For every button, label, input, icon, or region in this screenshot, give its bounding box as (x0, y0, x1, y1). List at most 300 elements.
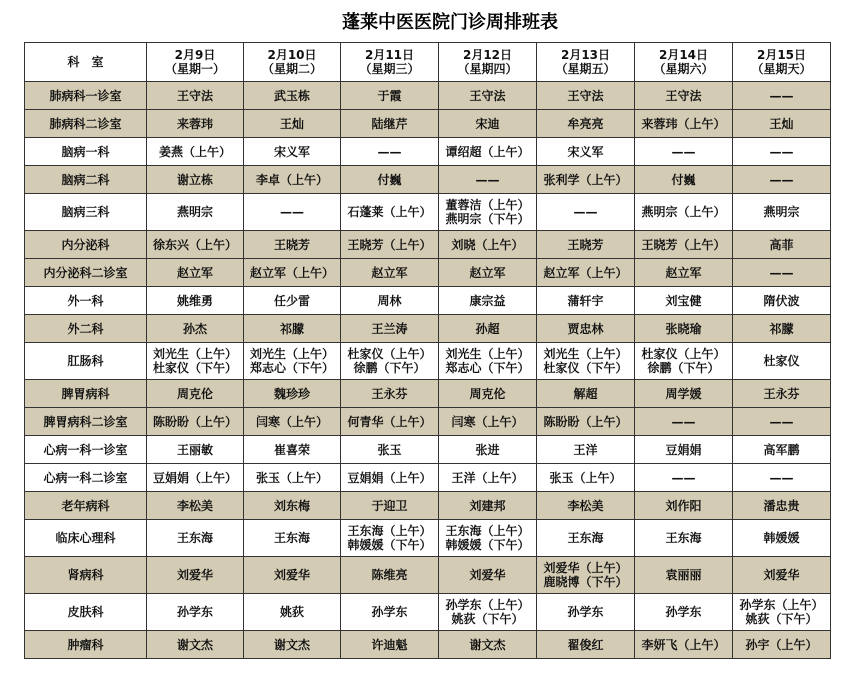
table-row (25, 408, 831, 436)
schedule-cell (341, 110, 439, 138)
doctor-entry: 高菲 (769, 237, 794, 252)
doctor-entry: 孙学东 (371, 605, 408, 619)
schedule-cell (341, 492, 439, 520)
doctor-entry: 刘光生（上午） (445, 347, 530, 361)
dept-cell: 心病一科二诊室 (25, 464, 147, 492)
schedule-cell (635, 631, 733, 659)
schedule-table (24, 42, 831, 659)
doctor-entry: 燕明宗 (763, 205, 800, 219)
doctor-entry: 孙学东（上午） (739, 598, 824, 612)
doctor-entry: 隋伏波 (763, 293, 800, 308)
dept-cell: 脑病三科 (25, 194, 147, 231)
schedule-cell (733, 380, 831, 408)
doctor-entry: 刘爱华 (763, 568, 800, 582)
doctor-entry: 牟亮亮 (567, 116, 604, 131)
table-row (25, 287, 831, 315)
table-row (25, 343, 831, 380)
doctor-entry: 韩媛媛（下午） (445, 538, 530, 552)
doctor-entry: 郑志心（下午） (445, 361, 530, 375)
doctor-entry: 王守法 (469, 88, 506, 103)
doctor-entry: —— (769, 88, 794, 103)
schedule-cell (244, 631, 341, 659)
doctor-entry: 徐东兴（上午） (152, 237, 237, 252)
doctor-entry: 豆娟娟（上午） (347, 470, 432, 485)
doctor-entry: 孙学东 (176, 605, 213, 619)
doctor-entry: 高军鹏 (763, 442, 800, 457)
doctor-entry: 姚荻（下午） (745, 612, 818, 626)
schedule-cell (439, 557, 537, 594)
schedule-cell (244, 138, 341, 166)
schedule-cell (635, 464, 733, 492)
schedule-cell (147, 166, 244, 194)
doctor-entry: 王兰涛 (371, 321, 408, 336)
schedule-cell (147, 231, 244, 259)
page-title: 蓬莱中医医院门诊周排班表 (342, 12, 558, 33)
schedule-cell (635, 138, 733, 166)
doctor-entry: —— (573, 205, 598, 219)
table-row (25, 110, 831, 138)
schedule-cell (244, 315, 341, 343)
doctor-entry: 姚荻 (279, 605, 304, 619)
schedule-cell (341, 436, 439, 464)
doctor-entry: 姚荻（下午） (451, 612, 524, 626)
schedule-cell (439, 194, 537, 231)
doctor-entry: 王守法 (665, 88, 702, 103)
schedule-cell (341, 231, 439, 259)
doctor-entry: 刘建邦 (469, 498, 506, 513)
schedule-cell (439, 315, 537, 343)
dept-cell: 肿瘤科 (25, 631, 147, 659)
schedule-cell (244, 110, 341, 138)
doctor-entry: 孙杰 (182, 321, 207, 336)
doctor-entry: 周学媛 (665, 386, 702, 401)
doctor-entry: 杜家仪（下午） (152, 361, 237, 375)
day-header: 2月11日 （星期三） (341, 43, 439, 82)
schedule-cell (733, 436, 831, 464)
doctor-entry: 谢文杰 (469, 637, 506, 652)
doctor-entry: 孙学东 (567, 605, 604, 619)
schedule-cell (244, 231, 341, 259)
schedule-cell (733, 520, 831, 557)
doctor-entry: 周克伦 (176, 386, 213, 401)
schedule-cell (147, 194, 244, 231)
doctor-entry: 李卓（上午） (255, 172, 328, 187)
schedule-cell (244, 380, 341, 408)
doctor-entry: 任少雷 (273, 293, 310, 308)
schedule-cell (733, 557, 831, 594)
table-row (25, 231, 831, 259)
schedule-cell (439, 492, 537, 520)
doctor-entry: 燕明宗 (176, 205, 213, 219)
schedule-cell (635, 287, 733, 315)
doctor-entry: 谢文杰 (273, 637, 310, 652)
schedule-cell (244, 520, 341, 557)
doctor-entry: 石蓬莱（上午） (347, 205, 432, 219)
doctor-entry: 来蓉玮（上午） (641, 116, 726, 131)
doctor-entry: 何青华（上午） (347, 414, 432, 429)
schedule-cell (733, 259, 831, 287)
dept-cell: 肛肠科 (25, 343, 147, 380)
doctor-entry: 赵立军 (176, 265, 213, 280)
day-header: 2月15日 （星期天） (733, 43, 831, 82)
table-row (25, 166, 831, 194)
schedule-cell (341, 138, 439, 166)
schedule-cell (733, 231, 831, 259)
schedule-cell (244, 259, 341, 287)
table-row (25, 557, 831, 594)
doctor-entry: 孙超 (475, 321, 500, 336)
schedule-cell (341, 315, 439, 343)
schedule-cell (537, 287, 635, 315)
doctor-entry: 赵立军 (371, 265, 408, 280)
schedule-cell (341, 464, 439, 492)
schedule-cell (341, 408, 439, 436)
dept-cell: 外一科 (25, 287, 147, 315)
schedule-cell (244, 287, 341, 315)
doctor-entry: 杜家仪 (763, 354, 800, 368)
dept-cell: 脾胃病科 (25, 380, 147, 408)
doctor-entry: 王守法 (176, 88, 213, 103)
doctor-entry: 刘爱华（上午） (543, 561, 628, 575)
schedule-cell (244, 557, 341, 594)
schedule-cell (635, 194, 733, 231)
schedule-cell (439, 520, 537, 557)
schedule-cell (537, 380, 635, 408)
schedule-cell (147, 82, 244, 110)
doctor-entry: 刘光生（上午） (249, 347, 334, 361)
doctor-entry: 徐鹏（下午） (647, 361, 720, 375)
schedule-cell (635, 166, 733, 194)
doctor-entry: 谢文杰 (176, 637, 213, 652)
schedule-cell (147, 408, 244, 436)
doctor-entry: 孙学东（上午） (445, 598, 530, 612)
table-row (25, 380, 831, 408)
schedule-cell (341, 631, 439, 659)
doctor-entry: 豆娟娟（上午） (152, 470, 237, 485)
schedule-cell (635, 380, 733, 408)
doctor-entry: 刘光生（上午） (152, 347, 237, 361)
schedule-cell (537, 138, 635, 166)
schedule-cell (635, 408, 733, 436)
doctor-entry: 王东海（上午） (445, 524, 530, 538)
doctor-entry: —— (377, 144, 402, 159)
doctor-entry: 姚维勇 (176, 293, 213, 308)
dept-cell: 内分泌科二诊室 (25, 259, 147, 287)
doctor-entry: 王洋（上午） (451, 470, 524, 485)
schedule-cell (341, 557, 439, 594)
doctor-entry: 王永芬 (371, 386, 408, 401)
schedule-cell (244, 492, 341, 520)
doctor-entry: 孙宇（上午） (745, 637, 818, 652)
day-header: 2月14日 （星期六） (635, 43, 733, 82)
schedule-cell (244, 594, 341, 631)
doctor-entry: 于迎卫 (371, 498, 408, 513)
doctor-entry: 刘宝健 (665, 293, 702, 308)
doctor-entry: 张玉 (377, 442, 402, 457)
schedule-cell (635, 492, 733, 520)
doctor-entry: 魏珍珍 (273, 386, 310, 401)
doctor-entry: 王晓芳（上午） (641, 237, 726, 252)
schedule-cell (341, 343, 439, 380)
dept-cell: 心病一科一诊室 (25, 436, 147, 464)
day-header: 2月12日 （星期四） (439, 43, 537, 82)
schedule-cell (341, 194, 439, 231)
schedule-cell (537, 82, 635, 110)
doctor-entry: 张玉（上午） (255, 470, 328, 485)
doctor-entry: 刘晓（上午） (451, 237, 524, 252)
dept-cell: 脑病二科 (25, 166, 147, 194)
header-row (25, 43, 831, 82)
schedule-cell (733, 82, 831, 110)
dept-cell: 皮肤科 (25, 594, 147, 631)
schedule-cell (733, 343, 831, 380)
doctor-entry: 周林 (377, 293, 402, 308)
doctor-entry: 宋义军 (273, 144, 310, 159)
schedule-cell (147, 138, 244, 166)
dept-cell: 老年病科 (25, 492, 147, 520)
doctor-entry: 徐鹏（下午） (353, 361, 426, 375)
schedule-cell (635, 259, 733, 287)
table-row (25, 520, 831, 557)
schedule-cell (341, 287, 439, 315)
doctor-entry: 王东海 (567, 531, 604, 545)
schedule-cell (733, 631, 831, 659)
schedule-cell (537, 557, 635, 594)
doctor-entry: 鹿晓博（下午） (543, 575, 628, 589)
doctor-entry: —— (671, 470, 696, 485)
doctor-entry: 康宗益 (469, 293, 506, 308)
doctor-entry: 许迪魁 (371, 637, 408, 652)
doctor-entry: —— (769, 470, 794, 485)
doctor-entry: 陆继芹 (371, 116, 408, 131)
schedule-cell (635, 110, 733, 138)
doctor-entry: 燕明宗（下午） (445, 212, 530, 226)
dept-header: 科 室 (25, 43, 147, 82)
doctor-entry: 王永芬 (763, 386, 800, 401)
dept-cell: 脾胃病科二诊室 (25, 408, 147, 436)
dept-cell: 肺病科二诊室 (25, 110, 147, 138)
doctor-entry: 刘东梅 (273, 498, 310, 513)
doctor-entry: 韩媛媛 (763, 531, 800, 545)
doctor-entry: 张玉（上午） (549, 470, 622, 485)
doctor-entry: 陈盼盼（上午） (152, 414, 237, 429)
schedule-cell (537, 631, 635, 659)
day-header: 2月10日 （星期二） (244, 43, 341, 82)
doctor-entry: 李松美 (567, 498, 604, 513)
table-row (25, 594, 831, 631)
schedule-cell (537, 231, 635, 259)
doctor-entry: —— (671, 144, 696, 159)
doctor-entry: 王晓芳 (273, 237, 310, 252)
doctor-entry: 王东海（上午） (347, 524, 432, 538)
doctor-entry: 杜家仪（上午） (347, 347, 432, 361)
schedule-cell (635, 82, 733, 110)
schedule-cell (244, 194, 341, 231)
doctor-entry: 张利学（上午） (543, 172, 628, 187)
schedule-cell (733, 194, 831, 231)
schedule-cell (733, 110, 831, 138)
dept-cell: 外二科 (25, 315, 147, 343)
schedule-cell (733, 464, 831, 492)
doctor-entry: 刘爱华 (469, 568, 506, 582)
table-row (25, 138, 831, 166)
schedule-cell (537, 492, 635, 520)
doctor-entry: 王东海 (665, 531, 702, 545)
schedule-cell (635, 594, 733, 631)
dept-cell: 脑病一科 (25, 138, 147, 166)
doctor-entry: 谢立栋 (176, 172, 213, 187)
doctor-entry: 刘爱华 (273, 568, 310, 582)
doctor-entry: 祁朦 (769, 321, 794, 336)
schedule-cell (537, 343, 635, 380)
doctor-entry: 闫寒（上午） (451, 414, 524, 429)
schedule-cell (439, 380, 537, 408)
doctor-entry: 张进 (475, 442, 500, 457)
schedule-cell (439, 436, 537, 464)
schedule-cell (439, 287, 537, 315)
schedule-body (25, 82, 831, 659)
schedule-cell (537, 194, 635, 231)
doctor-entry: —— (475, 172, 500, 187)
schedule-cell (341, 166, 439, 194)
doctor-entry: 王晓芳 (567, 237, 604, 252)
schedule-cell (537, 110, 635, 138)
table-row (25, 315, 831, 343)
schedule-cell (733, 166, 831, 194)
doctor-entry: 刘爱华 (176, 568, 213, 582)
doctor-entry: 李松美 (176, 498, 213, 513)
doctor-entry: 杜家仪（上午） (641, 347, 726, 361)
doctor-entry: 付巍 (671, 172, 696, 187)
table-row (25, 259, 831, 287)
doctor-entry: 陈盼盼（上午） (543, 414, 628, 429)
doctor-entry: 于霞 (377, 88, 402, 103)
schedule-cell (635, 436, 733, 464)
doctor-entry: 刘光生（上午） (543, 347, 628, 361)
schedule-cell (147, 492, 244, 520)
doctor-entry: —— (769, 172, 794, 187)
schedule-cell (147, 557, 244, 594)
table-row (25, 631, 831, 659)
table-row (25, 82, 831, 110)
doctor-entry: 董蓉洁（上午） (445, 198, 530, 212)
doctor-entry: 潘忠贵 (763, 498, 800, 513)
doctor-entry: —— (280, 205, 304, 219)
schedule-cell (439, 231, 537, 259)
doctor-entry: 付巍 (377, 172, 402, 187)
doctor-entry: 刘作阳 (665, 498, 702, 513)
schedule-cell (733, 287, 831, 315)
schedule-cell (733, 138, 831, 166)
schedule-cell (537, 594, 635, 631)
doctor-entry: 陈维亮 (371, 568, 408, 582)
schedule-cell (733, 594, 831, 631)
schedule-cell (537, 436, 635, 464)
doctor-entry: 王晓芳（上午） (347, 237, 432, 252)
schedule-cell (244, 343, 341, 380)
schedule-cell (635, 315, 733, 343)
schedule-cell (537, 464, 635, 492)
schedule-cell (439, 631, 537, 659)
schedule-cell (537, 166, 635, 194)
schedule-cell (147, 110, 244, 138)
schedule-cell (537, 315, 635, 343)
schedule-cell (147, 464, 244, 492)
doctor-entry: —— (769, 144, 794, 159)
doctor-entry: 周克伦 (469, 386, 506, 401)
schedule-cell (244, 408, 341, 436)
doctor-entry: 王灿 (279, 116, 304, 131)
doctor-entry: 祁朦 (279, 321, 304, 336)
schedule-cell (635, 231, 733, 259)
schedule-cell (439, 259, 537, 287)
doctor-entry: 解超 (573, 386, 598, 401)
schedule-cell (147, 259, 244, 287)
schedule-cell (341, 380, 439, 408)
schedule-cell (147, 631, 244, 659)
schedule-cell (537, 408, 635, 436)
doctor-entry: 赵立军（上午） (249, 265, 334, 280)
schedule-cell (635, 520, 733, 557)
schedule-cell (439, 166, 537, 194)
schedule-cell (147, 315, 244, 343)
schedule-cell (439, 464, 537, 492)
schedule-cell (341, 594, 439, 631)
schedule-cell (147, 436, 244, 464)
doctor-entry: 翟俊红 (567, 637, 604, 652)
schedule-cell (537, 259, 635, 287)
doctor-entry: 赵立军 (469, 265, 506, 280)
doctor-entry: 韩媛媛（下午） (347, 538, 432, 552)
schedule-cell (341, 82, 439, 110)
dept-cell: 临床心理科 (25, 520, 147, 557)
schedule-cell (147, 594, 244, 631)
doctor-entry: 燕明宗（上午） (641, 205, 726, 219)
schedule-cell (635, 343, 733, 380)
doctor-entry: 孙学东 (665, 605, 702, 619)
doctor-entry: 王丽敏 (176, 442, 213, 457)
doctor-entry: 赵立军（上午） (543, 265, 628, 280)
schedule-cell (147, 343, 244, 380)
schedule-cell (733, 315, 831, 343)
schedule-cell (439, 594, 537, 631)
doctor-entry: 闫寒（上午） (255, 414, 328, 429)
schedule-cell (341, 259, 439, 287)
table-row (25, 436, 831, 464)
schedule-cell (439, 343, 537, 380)
doctor-entry: 姜燕（上午） (158, 144, 231, 159)
schedule-cell (147, 520, 244, 557)
schedule-cell (439, 138, 537, 166)
doctor-entry: 崔喜荣 (273, 442, 310, 457)
schedule-cell (244, 82, 341, 110)
doctor-entry: —— (671, 414, 696, 429)
doctor-entry: —— (769, 414, 794, 429)
doctor-entry: 王守法 (567, 88, 604, 103)
doctor-entry: 王东海 (176, 531, 213, 545)
schedule-cell (439, 408, 537, 436)
doctor-entry: —— (769, 265, 794, 280)
schedule-cell (147, 287, 244, 315)
doctor-entry: 谭绍超（上午） (445, 144, 530, 159)
table-row (25, 492, 831, 520)
schedule-cell (341, 520, 439, 557)
doctor-entry: 杜家仪（下午） (543, 361, 628, 375)
doctor-entry: 郑志心（下午） (249, 361, 334, 375)
schedule-cell (733, 492, 831, 520)
doctor-entry: 赵立军 (665, 265, 702, 280)
doctor-entry: 王洋 (573, 442, 598, 457)
